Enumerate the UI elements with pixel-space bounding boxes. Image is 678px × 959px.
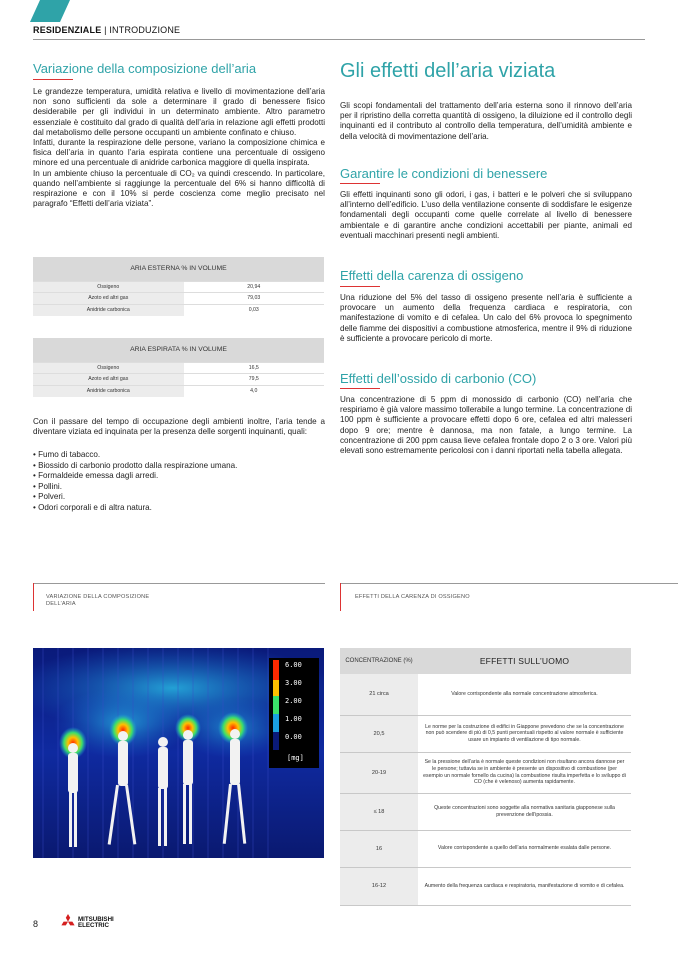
section-title-oxygen: Effetti della carenza di ossigeno — [340, 268, 524, 283]
thermal-scale-label: 0.00 — [285, 733, 302, 741]
left-title-underline — [33, 79, 73, 80]
list-item: • Biossido di carbonio prodotto dalla respirazione umana. — [33, 461, 328, 472]
table-cell: Azoto ed altri gas — [33, 374, 184, 386]
table-row — [33, 304, 324, 316]
table-cell: Azoto ed altri gas — [33, 293, 184, 305]
table-cell: 20,5 — [340, 715, 418, 752]
table-row — [340, 674, 631, 715]
table-cell: Anidride carbonica — [33, 304, 184, 316]
left-paragraph-1: Le grandezze temperatura, umidità relativa e livello di movimentazione dell’aria non sono sufficienti da sole a determinare il grado di benessere fisico desiderabile per gli individui in un determinato ambiente. Altro parametro essenziale è costituito dal grado di qualità dell’aria in relazione agli effetti prodotti dal metabolismo delle persone occupanti un ambiente confinato e chiuso. — [33, 87, 325, 137]
bottom-right-label: EFFETTI DELLA CARENZA DI OSSIGENO — [355, 594, 470, 600]
table-row — [33, 385, 324, 397]
table-cell: Le norme per la costruzione di edifici in Giappone prevedono che se la concentrazione non può scendere di più di 0,5 punti percentuali rispetto al valore normale è sufficiente usare un impianto di ventilazione di tipo normale. — [418, 715, 631, 752]
bottom-left-divider — [33, 583, 325, 584]
page-number: 8 — [33, 919, 39, 929]
section-underline — [340, 388, 380, 389]
table-row — [340, 752, 631, 793]
bottom-right-marker — [340, 583, 341, 611]
table-exhaled-air — [33, 338, 324, 397]
table-cell: 21 circa — [340, 674, 418, 715]
bottom-right-divider — [340, 583, 678, 584]
section-text-oxygen: Una riduzione del 5% del tasso di ossigeno presente nell’aria è sufficiente a provocare un aumento della frequenza cardiaca e respiratoria, con manifestazione di vomito e di cefalea. Un calo del 6% provoca lo spegnimento delle fiamme dei dispositivi a combustione atmosferica, mentre il 9% di riduzione è sufficiente a provocare pericolo di morte. — [340, 293, 632, 343]
table-external-air — [33, 257, 324, 316]
thermal-image — [33, 648, 324, 858]
effects-col-effects: EFFETTI SULL’UOMO — [418, 648, 631, 674]
table-cell: 4,0 — [184, 385, 324, 397]
table-cell: 79,5 — [184, 374, 324, 386]
bottom-left-marker — [33, 583, 34, 611]
effects-col-concentration: CONCENTRAZIONE (%) — [340, 648, 418, 674]
thermal-scale-label: 6.00 — [285, 661, 302, 669]
thermal-scale-label: 1.00 — [285, 715, 302, 723]
table-cell: Ossigeno — [33, 362, 184, 374]
thermal-scale-label: 3.00 — [285, 679, 302, 687]
list-item: • Fumo di tabacco. — [33, 450, 328, 461]
table-row — [33, 281, 324, 293]
page-header — [33, 25, 180, 35]
section-text-wellbeing: Gli effetti inquinanti sono gli odori, i gas, i batteri e le polveri che si sviluppano all’interno dell’edificio. L’uso della ventilazione consente di soddisfare le esigenze fondamentali degli occupanti come quelle correlate al livello di benessere ambientale e di garantire anche condizioni accettabili per piante, animali ed eventuali macchinari presenti negli ambienti. — [340, 190, 632, 240]
header-subsection: INTRODUZIONE — [109, 25, 181, 35]
pollutant-list — [33, 450, 328, 514]
table-cell: 79,03 — [184, 293, 324, 305]
thermal-unit: [mg] — [287, 754, 304, 762]
table-row — [33, 293, 324, 305]
effects-table — [340, 648, 631, 906]
left-after-text: Con il passare del tempo di occupazione degli ambienti inoltre, l’aria tende a diventare viziata ed inquinata per la presenza delle sorgenti inquinanti, quali: — [33, 417, 325, 437]
table-cell: Queste concentrazioni sono soggette alla normativa sanitaria giapponese sulla prevenzione dell’ipossia. — [418, 793, 631, 830]
left-paragraph-2: Infatti, durante la respirazione delle persone, variano la composizione chimica e fisica dell’aria in quanto l’aria espirata contiene una percentuale di ossigeno minore ed una percentuale di anidride carbonica maggiore di quella inspirata. — [33, 138, 325, 168]
table-cell: 20-19 — [340, 752, 418, 793]
table-row — [33, 362, 324, 374]
thermal-scale-label: 2.00 — [285, 697, 302, 705]
table-row — [340, 830, 631, 867]
left-intro-text — [33, 87, 325, 209]
table-row — [340, 867, 631, 905]
brand-line-1: MITSUBISHI — [78, 916, 114, 923]
list-item: • Polveri. — [33, 492, 328, 503]
header-section: RESIDENZIALE — [33, 25, 102, 35]
table-cell: Anidride carbonica — [33, 385, 184, 397]
left-title: Variazione della composizione dell’aria — [33, 61, 257, 76]
table-cell: 20,94 — [184, 281, 324, 293]
corner-tab — [30, 0, 70, 22]
table-cell: 16,5 — [184, 362, 324, 374]
mitsubishi-logo-icon — [60, 914, 76, 929]
list-item: • Odori corporali e di altra natura. — [33, 503, 328, 514]
brand-name — [78, 917, 114, 930]
table-row — [33, 374, 324, 386]
right-intro-text: Gli scopi fondamentali del trattamento dell’aria esterna sono il rinnovo dell’aria per il ripristino della corretta quantità di ossigeno, la diluizione ed il controllo degli inquinanti ed il contributo al controllo della temperatura, dell’umidità ambiente e della velocità di movimentazione dell’aria. — [340, 101, 632, 141]
section-title-wellbeing: Garantire le condizioni di benessere — [340, 166, 548, 181]
list-item: • Formaldeide emessa dagli arredi. — [33, 471, 328, 482]
section-title-co: Effetti dell’ossido di carbonio (CO) — [340, 371, 537, 386]
table-row — [340, 793, 631, 830]
table-cell: Se la pressione dell’aria è normale queste condizioni non risultano ancora dannose per le persone; tuttavia se in ambiente è presente un dispositivo di combustione (per esempio un normale fornello da cucina) la combustione risulta imperfetta e lo sviluppo di CO (che è velenoso) aumenta rapidamente. — [418, 752, 631, 793]
table-row — [340, 715, 631, 752]
brand-line-2: ELECTRIC — [78, 922, 109, 930]
table-cell: 0,03 — [184, 304, 324, 316]
table-cell: Ossigeno — [33, 281, 184, 293]
table-cell: Valore corrispondente alla normale concentrazione atmosferica. — [418, 674, 631, 715]
table-cell: ≤ 18 — [340, 793, 418, 830]
list-item: • Pollini. — [33, 482, 328, 493]
section-underline — [340, 286, 380, 287]
left-paragraph-3: In un ambiente chiuso la percentuale di CO₂ va quindi crescendo. In particolare, quando nell’ambiente si raggiunge la percentuale del 6% si hanno difficoltà di respirazione e con il 10% si perde coscienza come meglio precisato nel paragrafo “Effetti dell’aria viziata”. — [33, 168, 325, 209]
section-text-co: Una concentrazione di 5 ppm di monossido di carbonio (CO) nell’aria che respiriamo è già valore massimo tollerabile a lungo termine. La concentrazione di 100 ppm è sufficiente a provocare effetti dopo 6 ore, cefalea ed altri malesseri dopo 9 ore; mentre è dannosa, ma non fatale, a lungo termine. La concentrazione di 200 ppm causa lieve cefalea frontale dopo 2 o 3 ore. Valori più elevati sono estremamente pericolosi con i danni riportati nella tabella allegata. — [340, 395, 632, 456]
header-separator: | — [101, 25, 110, 35]
table-cell: 16 — [340, 830, 418, 867]
table-cell: Aumento della frequenza cardiaca e respiratoria, manifestazione di vomito e di cefalea. — [418, 867, 631, 905]
section-underline — [340, 183, 380, 184]
bottom-left-label: VARIAZIONE DELLA COMPOSIZIONE DELL’ARIA — [46, 594, 150, 607]
table-cell: 16-12 — [340, 867, 418, 905]
table-external-title: ARIA ESTERNA % IN VOLUME — [33, 257, 324, 281]
table-cell: Valore corrispondente a quello dell’aria normalmente esalata dalle persone. — [418, 830, 631, 867]
right-title: Gli effetti dell’aria viziata — [340, 60, 556, 82]
header-divider — [33, 39, 645, 40]
table-exhaled-title: ARIA ESPIRATA % IN VOLUME — [33, 338, 324, 362]
